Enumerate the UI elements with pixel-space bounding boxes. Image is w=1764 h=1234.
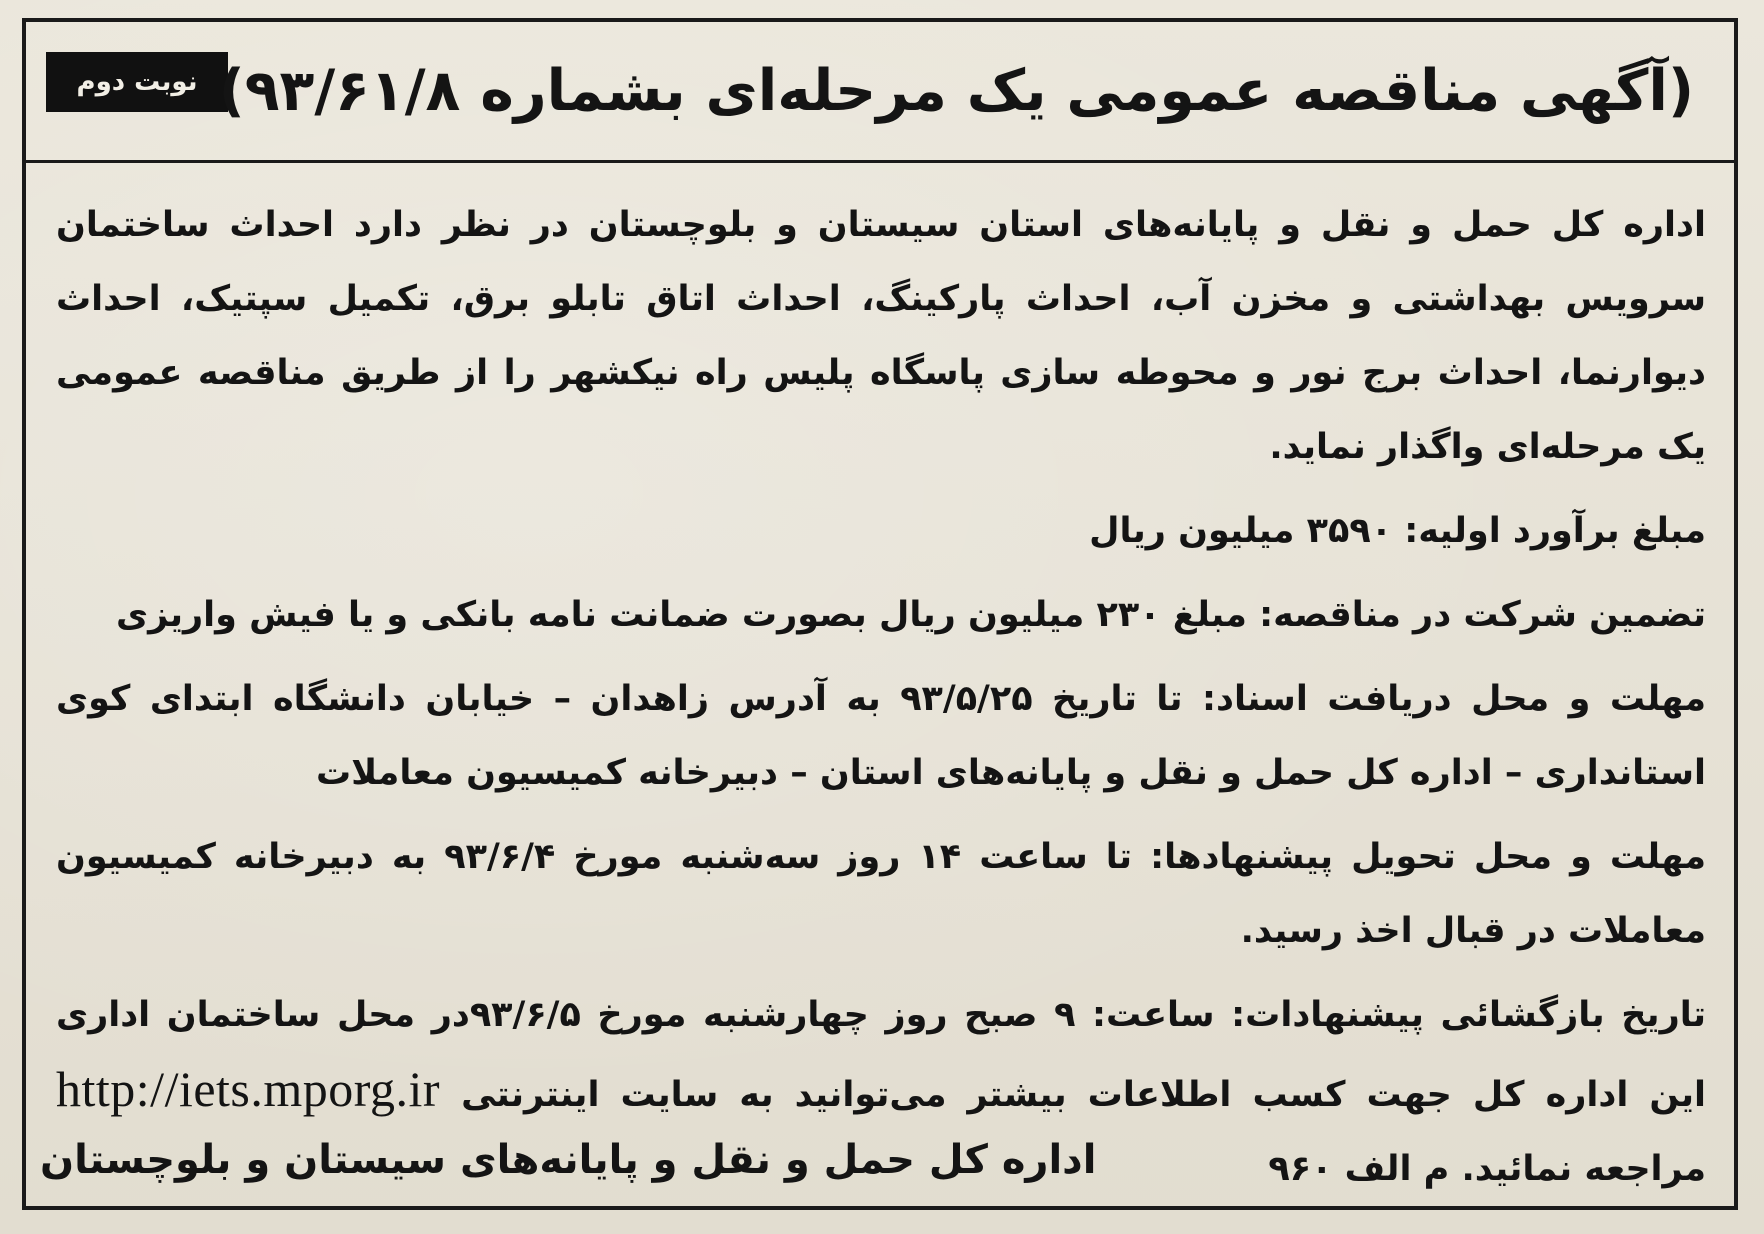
- estimate-line: مبلغ برآورد اولیه: ۳۵۹۰ میلیون ریال: [1089, 511, 1706, 551]
- header-divider: [26, 160, 1738, 163]
- intro-paragraph: اداره کل حمل و نقل و پایانه‌های استان سیستان و بلوچستان در نظر دارد احداث ساختمان سرویس بهداشتی و مخزن آب، احداث پارکینگ، احداث اتاق تابلو برق، تکمیل سپتیک، احداث دیوارنما، احداث برج نور و محوطه سازی پاسگاه پلیس راه نیکشهر را از طریق مناقصه عمومی یک مرحله‌ای واگذار نماید.: [56, 205, 1706, 467]
- guarantee-line: تضمین شرکت در مناقصه: مبلغ ۲۳۰ میلیون ریال بصورت ضمانت نامه بانکی و یا فیش واریزی: [116, 595, 1706, 635]
- documents-paragraph: مهلت و محل دریافت اسناد: تا تاریخ ۹۳/۵/۲۵ به آدرس زاهدان – خیابان دانشگاه ابتدای کوی استانداری – اداره کل حمل و نقل و پایانه‌های استان – دبیرخانه کمیسیون معاملات: [56, 679, 1707, 793]
- notice-body: [56, 188, 1706, 1206]
- delivery-paragraph: مهلت و محل تحویل پیشنهادها: تا ساعت ۱۴ روز سه‌شنبه مورخ ۹۳/۶/۴ به دبیرخانه کمیسیون معاملات در قبال اخذ رسید.: [56, 837, 1706, 951]
- website-link[interactable]: http://iets.mporg.ir: [56, 1061, 441, 1117]
- issuer-signature: اداره کل حمل و نقل و پایانه‌های سیستان و بلوچستان: [40, 1137, 1097, 1183]
- opening-text: تاریخ بازگشائی پیشنهادات: ساعت: ۹ صبح روز چهارشنبه مورخ ۹۳/۶/۵در محل ساختمان اداری این اداره کل جهت کسب اطلاعات بیشتر می‌توانید به سایت اینترنتی: [56, 995, 1707, 1115]
- round-badge: نوبت دوم: [46, 52, 228, 112]
- signature-block: [40, 1130, 1764, 1190]
- notice-title: (آگهی مناقصه عمومی یک مرحله‌ای بشماره ۹۳/۶۱/۸): [218, 58, 1694, 124]
- refer-text: مراجعه نمائید. م الف ۹۶۰: [1268, 1149, 1706, 1189]
